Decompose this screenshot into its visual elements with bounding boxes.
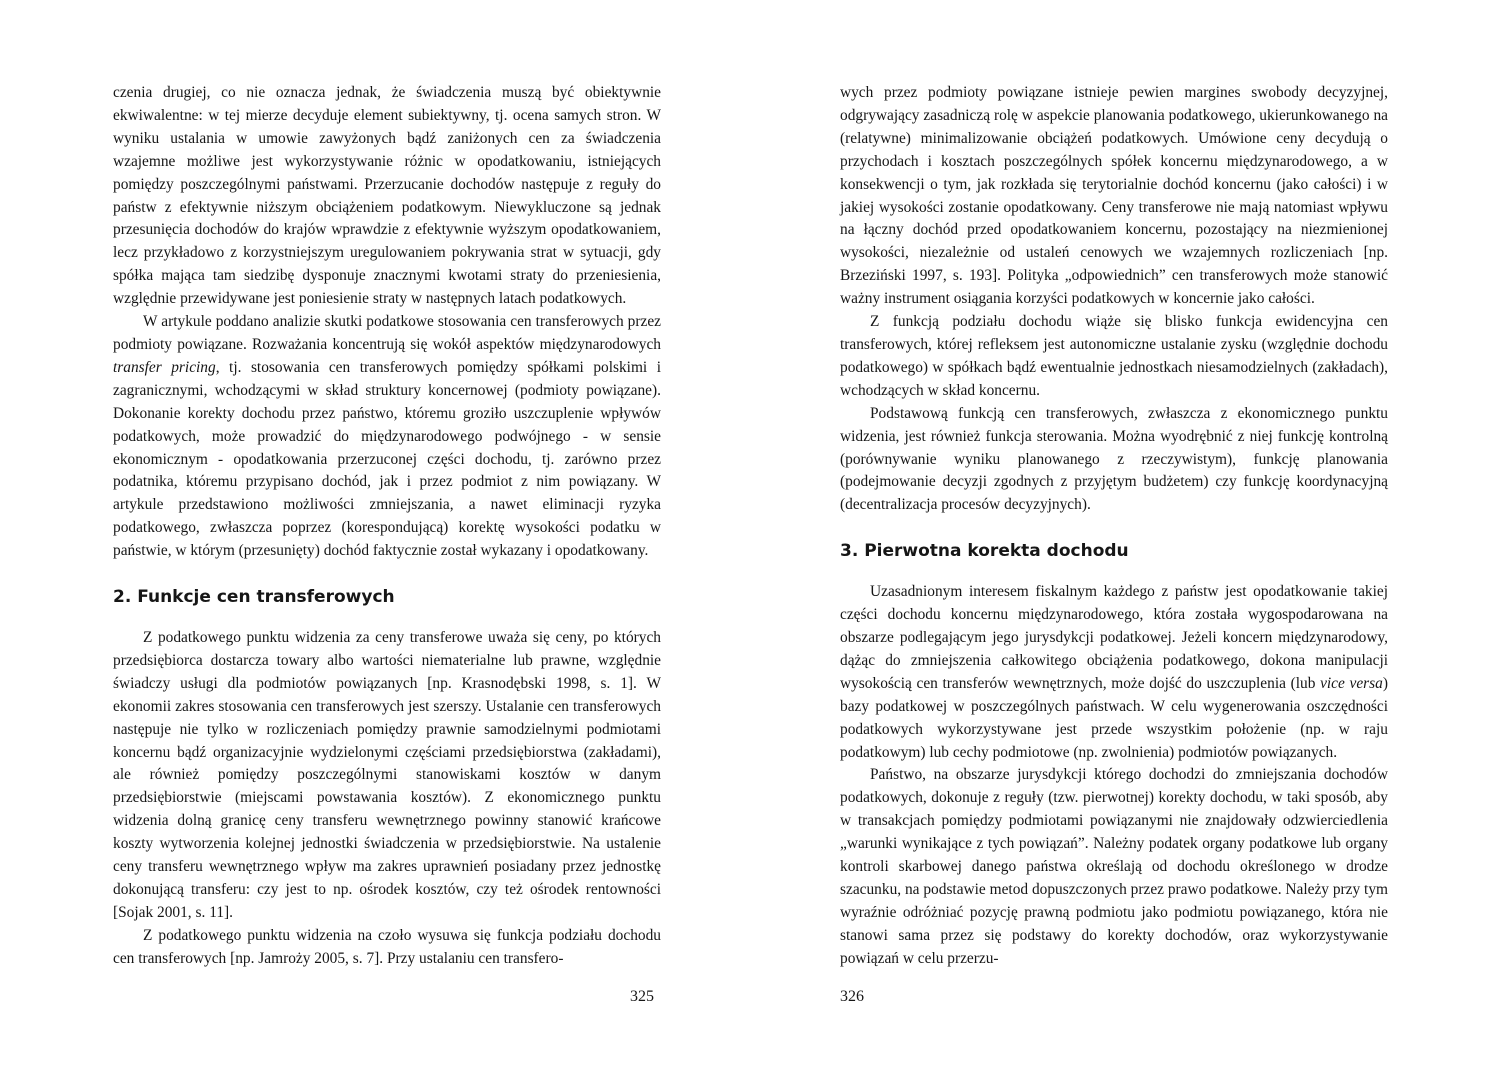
paragraph: Z podatkowego punktu widzenia na czoło wysuwa się funkcja podziału dochodu cen transferowych [np. Jamroży 2005, s. 7]. Przy ustalaniu cen transfero- bbox=[113, 926, 661, 967]
text-run: ) bazy podatkowej w poszczególnych państwach. W celu wygenerowania oszczędności podatkowych wykorzystywane jest przede wszystkim położenie (np. w raju podatkowym) lub cechy podmiotowe (np. zwolnienia) podmiotów powiązanych. bbox=[840, 674, 1388, 761]
paragraph: Z funkcją podziału dochodu wiąże się blisko funkcja ewidencyjna cen transferowych, której refleksem jest autonomiczne ustalanie zysku (względnie dochodu podatkowego) w spółkach bądź ewentualnie jednostkach niesamodzielnych (zakładach), wchodzących w skład koncernu. bbox=[840, 313, 1388, 399]
left-page-body bbox=[113, 82, 661, 971]
left-page bbox=[113, 82, 661, 971]
text-run: Uzasadnionym interesem fiskalnym każdego z państw jest opodatkowanie takiej części dochodu koncernu międzynarodowego, która została wygospodarowana na obszarze podlegającym jego jurysdykcji podatkowej. Jeżeli koncern międzynarodowy, dążąc do zmniejszenia całkowitego obciążenia podatkowego, dokona manipulacji wysokością cen transferów wewnętrznych, może dojść do uszczuplenia (lub bbox=[840, 583, 1388, 692]
text-run: W artykule poddano analizie skutki podatkowe stosowania cen transferowych przez podmioty powiązane. Rozważania koncentrują się wokół aspektów międzynarodowych bbox=[113, 313, 661, 353]
paragraph bbox=[113, 311, 661, 563]
page-number-right: 326 bbox=[840, 988, 864, 1005]
paragraph: czenia drugiej, co nie oznacza jednak, że świadczenia muszą być obiektywnie ekwiwalentne: w tej mierze decyduje element subiektywny, tj. ocena samych stron. W wyniku ustalania w umowie zawyżonych bądź zaniżonych cen za świadczenia wzajemne możliwe jest wykorzystywanie różnic w opodatkowaniu, istniejących pomiędzy poszczególnymi państwami. Przerzucanie dochodów następuje z reguły do państw z efektywnie niższym obciążeniem podatkowym. Niewykluczone są jednak przesunięcia dochodów do krajów wprawdzie z efektywnie wyższym opodatkowaniem, lecz przykładowo z korzystniejszym uregulowaniem pokrywania strat w sytuacji, gdy spółka mająca tam siedzibę dysponuje znacznymi kwotami straty do przeniesienia, względnie przewidywane jest poniesienie straty w następnych latach podatkowych. bbox=[113, 84, 661, 308]
text-run: , tj. stosowania cen transferowych pomiędzy spółkami polskimi i zagranicznymi, wchodzącymi w skład struktury koncernowej (podmioty powiązane). Dokonanie korekty dochodu przez państwo, któremu groziło uszczuplenie wpływów podatkowych, może prowadzić do międzynarodowego podwójnego - w sensie ekonomicznym - opodatkowania przerzuconej części dochodu, tj. zarówno przez podatnika, któremu przypisano dochód, jak i przez podmiot z nim powiązany. W artykule przedstawiono możliwości zmniejszania, a nawet eliminacji ryzyka podatkowego, zwłaszcza poprzez (korespondującą) korektę wysokości podatku w państwie, w którym (przesunięty) dochód faktycznie został wykazany i opodatkowany. bbox=[113, 358, 661, 560]
paragraph: Podstawową funkcją cen transferowych, zwłaszcza z ekonomicznego punktu widzenia, jest również funkcja sterowania. Można wyodrębnić z niej funkcję kontrolną (porównywanie wyniku planowanego z rzeczywistym), funkcję planowania (podejmowanie decyzji zgodnych z przyjętym budżetem) czy funkcję koordynacyjną (decentralizacja procesów decyzyjnych). bbox=[840, 404, 1388, 514]
section-heading: 2. Funkcje cen transferowych bbox=[113, 587, 395, 608]
italic-term: transfer pricing bbox=[113, 358, 216, 376]
page-number-left: 325 bbox=[630, 988, 654, 1005]
paragraph bbox=[840, 581, 1388, 764]
paragraph: Państwo, na obszarze jurysdykcji którego dochodzi do zmniejszania dochodów podatkowych, dokonuje z reguły (tzw. pierwotnej) korekty dochodu, w taki sposób, aby w transakcjach pomiędzy podmiotami powiązanymi nie znajdowały odzwierciedlenia „warunki wynikające z tych powiązań”. Należny podatek organy podatkowe lub organy kontroli skarbowej danego państwa określają od dochodu określonego w drodze szacunku, na podstawie metod dopuszczonych przez prawo podatkowe. Należy przy tym wyraźnie odróżniać pozycję prawną podmiotu jako podmiotu powiązanego, która nie stanowi sama przez się podstawy do korekty dochodów, oraz wykorzystywanie powiązań w celu przerzu- bbox=[840, 766, 1388, 967]
italic-term: vice versa bbox=[1320, 674, 1383, 692]
section-heading: 3. Pierwotna korekta dochodu bbox=[840, 541, 1129, 562]
paragraph: wych przez podmioty powiązane istnieje pewien margines swobody decyzyjnej, odgrywający zasadniczą rolę w aspekcie planowania podatkowego, ukierunkowanego na (relatywne) minimalizowanie obciążeń podatkowych. Umówione ceny decydują o przychodach i kosztach poszczególnych spółek koncernu międzynarodowego, a w konsekwencji o tym, jak rozkłada się terytorialnie dochód koncernu (jako całości) i w jakiej wysokości zostanie opodatkowany. Ceny transferowe nie mają natomiast wpływu na łączny dochód przed opodatkowaniem koncernu, pozostający na niezmienionej wysokości, niezależnie od ustaleń cenowych we wzajemnych rozliczeniach [np. Brzeziński 1997, s. 193]. Polityka „odpowiednich” cen transferowych może stanowić ważny instrument osiągania korzyści podatkowych w koncernie jako całości. bbox=[840, 84, 1388, 308]
right-page bbox=[840, 82, 1388, 971]
paragraph: Z podatkowego punktu widzenia za ceny transferowe uważa się ceny, po których przedsiębiorca dostarcza towary albo wartości niematerialne lub prawne, względnie świadczy usługi dla podmiotów powiązanych [np. Krasnodębski 1998, s. 1]. W ekonomii zakres stosowania cen transferowych jest szerszy. Ustalanie cen transferowych następuje nie tylko w rozliczeniach pomiędzy prawnie samodzielnymi podmiotami koncernu bądź organizacyjnie wydzielonymi częściami przedsiębiorstwa (zakładami), ale również pomiędzy poszczególnymi stanowiskami kosztów w danym przedsiębiorstwie (miejscami powstawania kosztów). Z ekonomicznego punktu widzenia dolną granicę ceny transferu wewnętrznego powinny stanowić krańcowe koszty wytworzenia kolejnej jednostki świadczenia w przedsiębiorstwie. Na ustalenie ceny transferu wewnętrznego wpływ ma zakres uprawnień posiadany przez jednostkę dokonującą transferu: czy jest to np. ośrodek kosztów, czy też ośrodek rentowności [Sojak 2001, s. 11]. bbox=[113, 629, 661, 921]
right-page-body bbox=[840, 82, 1388, 971]
